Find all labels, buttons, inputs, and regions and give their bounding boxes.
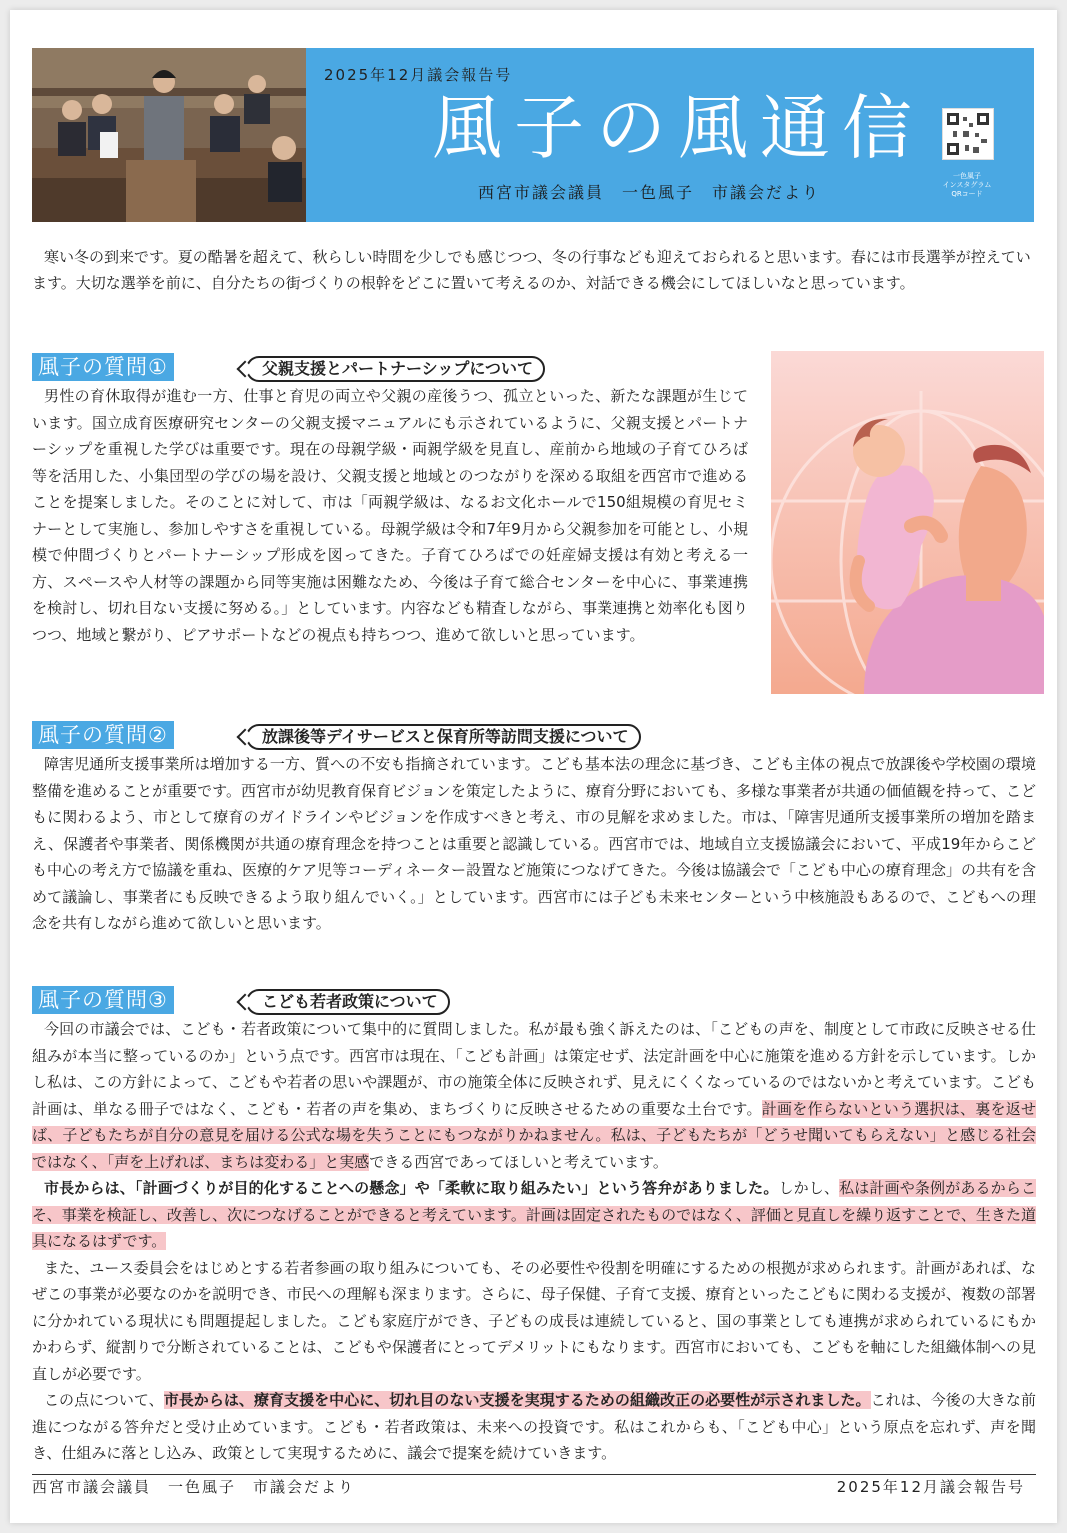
question-2-text: 障害児通所支援事業所は増加する一方、質への不安も指摘されています。こども基本法の理念に基づき、こども主体の視点で放課後や学校園の環境整備を進めることが重要です。西宮市が幼児教育保育ビジョンを策定したように、療育分野においても、多様な事業者が共通の価値観を持って、こどもに関わるよう、市として療育のガイドラインやビジョンを作成すべきと考え、市の見解を求めました。市は、「障害児通所支援事業所の増加を踏まえ、保護者や事業者、関係機関が共通の療育理念を持つことは重要と認識している。西宮市では、地域自立支援協議会において、平成19年からこども中心の考え方で協議を重ね、医療的ケア児等コーディネーター設置など施策につなげてきた。今後は協議会で「こども中心の療育理念」の共有を含めて議論し、事業者にも反映できるよう取り組んでいく。」としています。西宮市には子ども未来センターという中核施設もあるので、こどもへの理念を共有しながら進めて欲しいと思います。: [32, 755, 1036, 932]
council-photo: [32, 48, 306, 222]
question-3-section: [32, 986, 1036, 1467]
question-3-paragraph-3: また、ユース委員会をはじめとする若者参画の取り組みについても、その必要性や役割を明確にするための根拠が求められます。計画があれば、なぜこの事業が必要なのかを説明でき、市民への理解も深まります。さらに、母子保健、子育て支援、療育といったこどもに関わる支援が、複数の部署に分かれている現状にも問題提起しました。こども家庭庁ができ、子どもの成長は連続していると、国の事業としても連携が求められているにもかかわらず、縦割りで分断されていることは、こどもや保護者にとってデメリットにもなります。西宮市においても、こどもを軸にした組織体制への見直しが必要です。: [32, 1258, 1036, 1383]
qr-caption: 一色風子 インスタグラム QRコード: [942, 172, 992, 198]
masthead-banner: [306, 48, 1034, 222]
question-2-section: [32, 721, 1036, 937]
intro-paragraph: 寒い冬の到来です。夏の酷暑を超えて、秋らしい時間を少しでも感じつつ、冬の行事なども迎えておられると思います。春には市長選挙が控えています。大切な選挙を前に、自分たちの街づくりの根幹をどこに置いて考えるのか、対話できる機会にしてほしいなと思っています。: [32, 248, 1031, 292]
instagram-qr-code[interactable]: [942, 108, 994, 160]
issue-label: 2025年12月議会報告号: [324, 66, 513, 84]
header: [32, 48, 1034, 222]
mayor-response-bold: 市長からは、「計画づくりが目的化することへの懸念」や「柔軟に取り組みたい」という答弁がありました。: [44, 1179, 779, 1197]
question-1-badge: 風子の質問①: [32, 353, 174, 381]
question-3-badge: 風子の質問③: [32, 986, 174, 1014]
question-3-paragraph-4: この点について、市長からは、療育支援を中心に、切れ目のない支援を実現するための組織改正の必要性が示されました。これは、今後の大きな前進につながる答弁だと受け止めています。こども・若者政策は、未来への投資です。私はこれからも、「こども中心」という原点を忘れず、声を聞き、仕組みに落とし込み、政策として実現するために、議会で提案を続けていきます。: [32, 1391, 1036, 1462]
highlight: 私は計画や条例があるからこそ、事業を検証し、改善し、次につなげることができると考えています。計画は固定されたものではなく、評価と見直しを繰り返すことで、生きた道具になるはずです。: [32, 1179, 1036, 1250]
footer-author: 西宮市議会議員 一色風子 市議会だより: [32, 1478, 356, 1496]
newsletter-page: [10, 10, 1057, 1523]
question-3-topic: こども若者政策について: [246, 989, 450, 1015]
question-2-badge: 風子の質問②: [32, 721, 174, 749]
footer-divider: [32, 1474, 1036, 1475]
newsletter-subtitle: 西宮市議会議員 一色風子 市議会だより: [478, 183, 821, 202]
question-3-paragraph-2: 市長からは、「計画づくりが目的化することへの懸念」や「柔軟に取り組みたい」という答弁がありました。しかし、私は計画や条例があるからこそ、事業を検証し、改善し、次につなげることができると考えています。計画は固定されたものではなく、評価と見直しを繰り返すことで、生きた道具になるはずです。: [32, 1179, 1036, 1250]
question-3-paragraph-1: 今回の市議会では、こども・若者政策について集中的に質問しました。私が最も強く訴えたのは、「こどもの声を、制度として市政に反映させる仕組みが本当に整っているのか」という点です。西宮市は現在、「こども計画」は策定せず、法定計画を中心に施策を進める方針を示しています。しかし私は、この方針によって、こどもや若者の思いや課題が、市の施策全体に反映されず、見えにくくなっているのではないかと考えています。こども計画は、単なる冊子ではなく、こども・若者の声を集め、まちづくりに反映させるための重要な土台です。計画を作らないという選択は、裏を返せば、子どもたちが自分の意見を届ける公式な場を失うことにもつながりかねません。私は、子どもたちが「どうせ聞いてもらえない」と感じる社会ではなく、「声を上げれば、まちは変わる」と実感できる西宮であってほしいと考えています。: [32, 1020, 1036, 1171]
highlight: 市長からは、療育支援を中心に、切れ目のない支援を実現するための組織改正の必要性が示されました。: [163, 1391, 871, 1409]
question-1-section: [32, 353, 748, 648]
highlight: 計画を作らないという選択は、裏を返せば、子どもたちが自分の意見を届ける公式な場を失うことにもつながりかねません。私は、子どもたちが「どうせ聞いてもらえない」と感じる社会ではなく、「声を上げれば、まちは変わる」と実感: [32, 1099, 1036, 1171]
father-baby-illustration: [771, 351, 1044, 694]
question-1-topic: 父親支援とパートナーシップについて: [246, 356, 545, 382]
newsletter-title: 風子の風通信: [432, 87, 924, 169]
question-1-text: 男性の育休取得が進む一方、仕事と育児の両立や父親の産後うつ、孤立といった、新たな課題が生じています。国立成育医療研究センターの父親支援マニュアルにも示されているように、父親支援とパートナーシップを重視した学びは重要です。現在の母親学級・両親学級を見直し、産前から地域の子育てひろば等を活用した、小集団型の学びの場を設け、父親支援と地域とのつながりを深める取組を西宮市で進めることを提案しました。そのことに対して、市は「両親学級は、なるお文化ホールで150組規模の育児セミナーとして実施し、参加しやすさを重視している。母親学級は令和7年9月から父親参加を可能とし、小規模で仲間づくりとパートナーシップ形成を図ってきた。子育てひろばでの妊産婦支援は有効と考える一方、スペースや人材等の課題から同等実施は困難なため、今後は子育て総合センターを中心に、事業連携を検討し、切れ目ない支援に努める。」としています。内容なども精査しながら、事業連携と効率化も図りつつ、地域と繋がり、ピアサポートなどの視点も持ちつつ、進めて欲しいと思っています。: [32, 387, 748, 644]
footer-issue: 2025年12月議会報告号: [836, 1478, 1025, 1496]
question-2-topic: 放課後等デイサービスと保育所等訪問支援について: [246, 724, 641, 750]
